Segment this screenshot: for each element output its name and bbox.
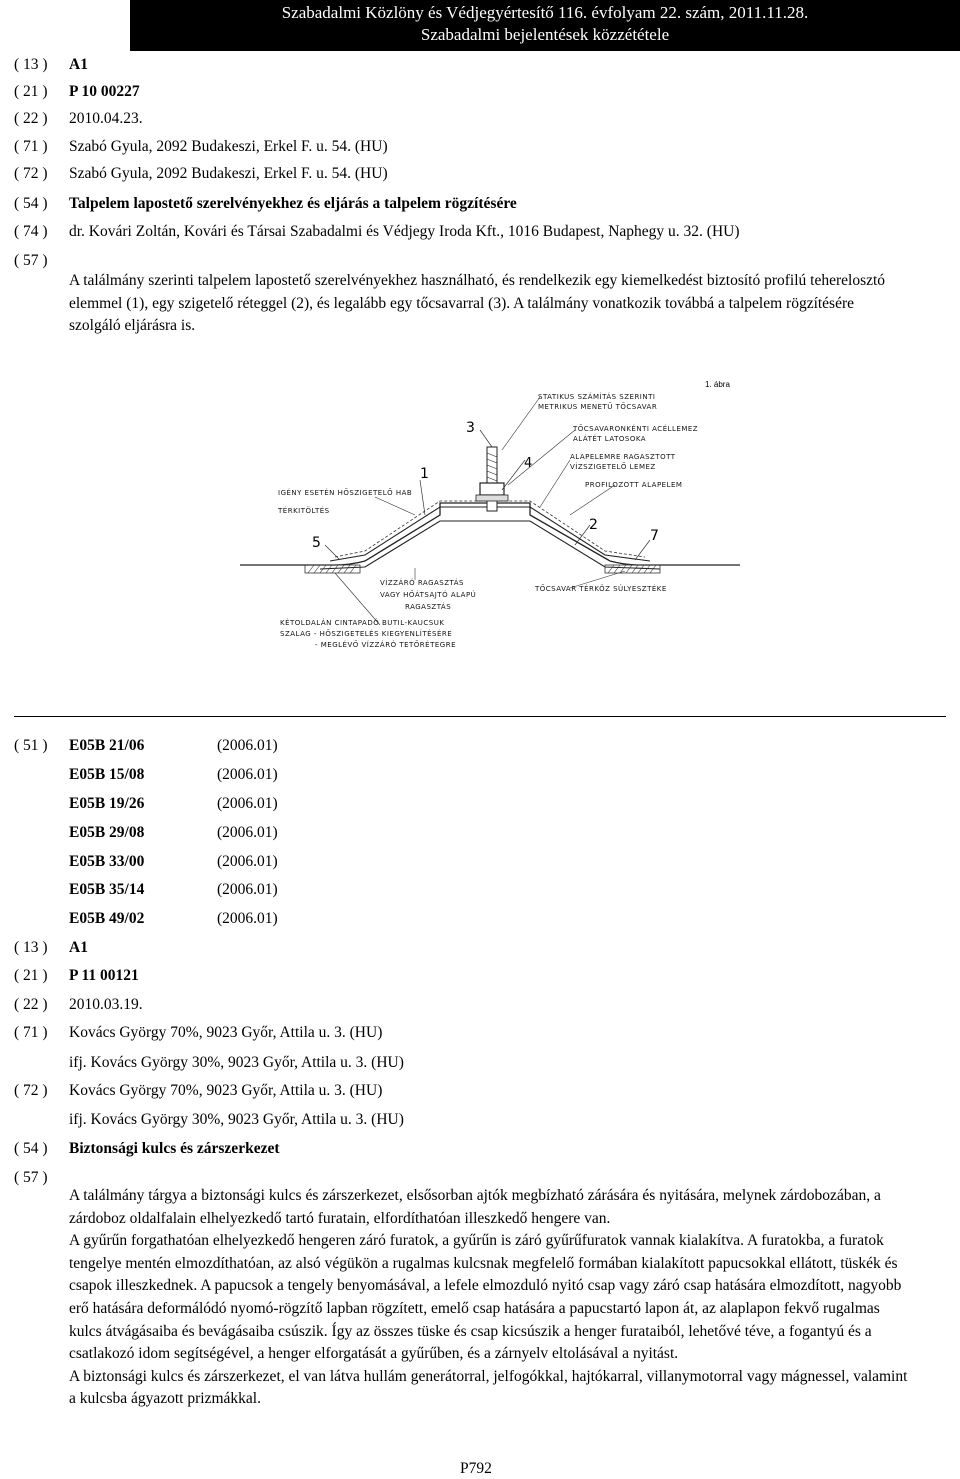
ipc-class: E05B 19/26 xyxy=(69,795,145,812)
ipc-class: E05B 29/08 xyxy=(69,824,145,841)
ipc-version: (2006.01) xyxy=(217,766,278,783)
entry2-54 xyxy=(14,1139,280,1159)
entry2-71 xyxy=(14,1023,382,1043)
ipc-class: E05B 15/08 xyxy=(69,766,145,783)
label-glued: ALAPELEMRE RAGASZTOTT xyxy=(570,453,676,461)
leader-l14 xyxy=(335,573,380,625)
leader-5 xyxy=(325,545,340,560)
entry2-21 xyxy=(14,966,139,986)
entry1-21 xyxy=(14,82,140,102)
label-heat-press: VAGY HŐÁTSAJTÓ ALAPÚ xyxy=(380,591,477,599)
leader-3 xyxy=(480,430,492,447)
abstract-paragraph: A biztonsági kulcs és zárszerkezet, el van látva hullám generátorral, jelfogókkal, hajtókarral, villanymotorral vagy mágnessel, valamint a kulcsba ágyazott prizmákkal. xyxy=(69,1367,908,1408)
inid-code: ( 57 ) xyxy=(14,1169,48,1186)
leader-l5 xyxy=(540,460,570,507)
leader-1 xyxy=(420,480,425,515)
label-filling: TÉRKITÖLTÉS xyxy=(278,507,330,515)
inid-code: ( 71 ) xyxy=(14,1024,48,1041)
entry2-abstract xyxy=(69,1185,909,1411)
leader-l1 xyxy=(502,397,540,450)
invention-title: Biztonsági kulcs és zárszerkezet xyxy=(69,1140,280,1157)
invention-title: Talpelem lapostető szerelvényekhez és eljárás a talpelem rögzítésére xyxy=(69,195,517,212)
inid-code: ( 21 ) xyxy=(14,967,48,984)
label-profiled-base: PROFILOZOTT ALAPELEM xyxy=(585,481,683,489)
kind-code: A1 xyxy=(69,939,88,956)
ipc-row xyxy=(69,736,278,756)
washer-plate xyxy=(476,495,508,501)
technical-drawing xyxy=(240,375,740,655)
numeral-4: 4 xyxy=(524,456,533,471)
header-section-line: Szabadalmi bejelentések közzététele xyxy=(420,25,670,44)
representative: dr. Kovári Zoltán, Kovári és Társai Szabadalmi és Védjegy Iroda Kft., 1016 Budapest, Naphegy u. 32. (HU) xyxy=(69,223,740,240)
inid-code: ( 13 ) xyxy=(14,939,48,956)
filing-date: 2010.03.19. xyxy=(69,996,143,1013)
numeral-1: 1 xyxy=(420,466,429,482)
ipc-class: E05B 21/06 xyxy=(69,737,145,754)
inventor: Szabó Gyula, 2092 Budakeszi, Erkel F. u. 54. (HU) xyxy=(69,165,388,182)
leader-7 xyxy=(635,540,650,560)
applicant: Szabó Gyula, 2092 Budakeszi, Erkel F. u. 54. (HU) xyxy=(69,138,388,155)
nut xyxy=(480,483,504,495)
entry2-71b xyxy=(14,1053,404,1073)
leader-l8 xyxy=(375,497,415,515)
entry2-51 xyxy=(14,736,69,756)
inid-code: ( 54 ) xyxy=(14,195,48,212)
ipc-class: E05B 33/00 xyxy=(69,853,145,870)
ipc-row xyxy=(69,823,278,843)
label-butyl-tape: KÉTOLDALÁN CINTAPADÓ BUTIL-KAUCSUK xyxy=(280,619,445,627)
entry1-71 xyxy=(14,137,388,157)
leader-2 xyxy=(575,525,590,545)
entry1-22 xyxy=(14,109,143,129)
ipc-class: E05B 35/14 xyxy=(69,881,145,898)
inid-code: ( 71 ) xyxy=(14,138,48,155)
inid-code: ( 21 ) xyxy=(14,83,48,100)
entry1-72 xyxy=(14,164,388,184)
entry2-22 xyxy=(14,995,143,1015)
ipc-version: (2006.01) xyxy=(217,795,278,812)
numeral-3: 3 xyxy=(466,420,475,436)
inid-code: ( 54 ) xyxy=(14,1140,48,1157)
label-steel-plate: TŐCSAVARONKÉNTI ACÉLLEMEZ xyxy=(573,425,699,433)
entry2-72b xyxy=(14,1110,404,1130)
page-number: P792 xyxy=(460,1460,492,1477)
label-static-calc: STATIKUS SZÁMÍTÁS SZERINTI xyxy=(538,393,656,401)
label-waterproof-sheet: VÍZSZIGETELŐ LEMEZ xyxy=(570,463,656,471)
label-insulation-foam: IGÉNY ESETÉN HŐSZIGETELŐ HAB xyxy=(278,489,413,497)
figure-caption: 1. ábra xyxy=(705,380,730,389)
entry1-54 xyxy=(14,194,517,214)
label-gluing: RAGASZTÁS xyxy=(405,603,452,611)
abstract-paragraph: A találmány tárgya a biztonsági kulcs és zárszerkezet, elsősorban ajtók megbízható zárására és nyitására, melynek zárdobozában, a zárdoboz oldalfalain elhelyezkedő tartó furatain, elfordíthatóan illeszkedő hengere van. xyxy=(69,1187,881,1227)
label-insulation-balance: SZALAG - HŐSZIGETELÉS KIEGYENLÍTÉSÉRE xyxy=(280,630,453,638)
ipc-version: (2006.01) xyxy=(217,881,278,898)
inventor: Kovács György 70%, 9023 Győr, Attila u. 3. (HU) xyxy=(69,1082,383,1099)
label-bolt-spacing: TŐCSAVAR TÉRKÖZ SÚLYESZTÉKE xyxy=(535,585,667,593)
ipc-version: (2006.01) xyxy=(217,910,278,927)
filing-date: 2010.04.23. xyxy=(69,110,143,127)
numeral-7: 7 xyxy=(650,528,659,544)
application-number: P 11 00121 xyxy=(69,967,139,984)
leader-l3 xyxy=(508,430,575,485)
ipc-row xyxy=(69,765,278,785)
abstract-paragraph: A gyűrűn forgathatóan elhelyezkedő hengeren záró furatok, a gyűrűn is záró gyűrűfuratok vannak kialakítva. A furatokba, a furatok tengelye mentén elmozdíthatóan, az alsó végükön a rugalmas kulcsnak megfelelő formában kialakított papucsokkal ellátott, tüskék és csapok illeszkednek. A papucsok a tengely benyomásával, a lefele elmozduló nyitó csap vagy záró csap hatására elmozdított, nagyobb erő hatására deformálódó nyomó-rögzítő lapban rögzített, emelő csap hatására a papucstartó lapon át, az alaplapon fekvő rugalmas kulcs átvágásaiba és bevágásaiba csúszik. Így az összes tüske és csap kicsúszik a henger furataiból, lehetővé téve, a fogantyú és a csatlakozó idom segítségével, a henger elforgatását a gyűrűben, és a zárnyelv eltolásával a nyitást. xyxy=(69,1232,902,1363)
header-journal-line: Szabadalmi Közlöny és Védjegyértesítő 116. évfolyam 22. szám, 2011.11.28. xyxy=(281,3,809,22)
applicant-2: ifj. Kovács György 30%, 9023 Győr, Attila u. 3. (HU) xyxy=(69,1054,404,1071)
inid-code: ( 22 ) xyxy=(14,110,48,127)
inid-code: ( 72 ) xyxy=(14,1082,48,1099)
entry2-72 xyxy=(14,1081,382,1101)
inid-code: ( 22 ) xyxy=(14,996,48,1013)
ipc-row xyxy=(69,909,278,929)
ipc-version: (2006.01) xyxy=(217,737,278,754)
entry1-57 xyxy=(14,251,69,271)
ipc-row xyxy=(69,852,278,872)
publication-header xyxy=(130,0,960,51)
leader-l7 xyxy=(570,485,615,515)
application-number: P 10 00227 xyxy=(69,83,140,100)
inid-code: ( 57 ) xyxy=(14,252,48,269)
inid-code: ( 13 ) xyxy=(14,56,48,73)
applicant: Kovács György 70%, 9023 Győr, Attila u. 3. (HU) xyxy=(69,1024,383,1041)
profile-lower-line xyxy=(320,521,660,569)
entry2-57 xyxy=(14,1168,69,1188)
section-divider xyxy=(14,716,946,717)
entry1-13 xyxy=(14,55,88,75)
numeral-2: 2 xyxy=(589,517,598,533)
label-existing-layer: - MEGLÉVŐ VÍZZÁRÓ TETŐRÉTEGRE xyxy=(315,641,456,649)
ipc-class: E05B 49/02 xyxy=(69,910,145,927)
entry1-abstract: A találmány szerinti talpelem lapostető szerelvényekhez használható, és rendelkezik egy kiemelkedést biztosító profilú teherelosztó elemmel (1), egy szigetelő réteggel (2), és legalább egy tőcsavarral (3). A találmány vonatkozik továbbá a talpelem rögzítésére szolgáló eljárásra is. xyxy=(69,272,886,334)
label-stud-bolt: METRIKUS MENETŰ TŐCSAVAR xyxy=(538,403,658,411)
entry1-74 xyxy=(14,222,740,242)
kind-code: A1 xyxy=(69,56,88,73)
ipc-row xyxy=(69,880,278,900)
leader-4 xyxy=(502,460,525,490)
numeral-5: 5 xyxy=(312,535,321,551)
inid-code: ( 51 ) xyxy=(14,737,48,754)
ipc-version: (2006.01) xyxy=(217,824,278,841)
inid-code: ( 72 ) xyxy=(14,165,48,182)
entry2-13 xyxy=(14,938,88,958)
ipc-version: (2006.01) xyxy=(217,853,278,870)
label-waterproof-glue: VÍZZÁRÓ RAGASZTÁS xyxy=(380,579,464,587)
ipc-row xyxy=(69,794,278,814)
inid-code: ( 74 ) xyxy=(14,223,48,240)
label-washer: ALÁTÉT LATOSOKA xyxy=(573,435,647,443)
inventor-2: ifj. Kovács György 30%, 9023 Győr, Attila u. 3. (HU) xyxy=(69,1111,404,1128)
